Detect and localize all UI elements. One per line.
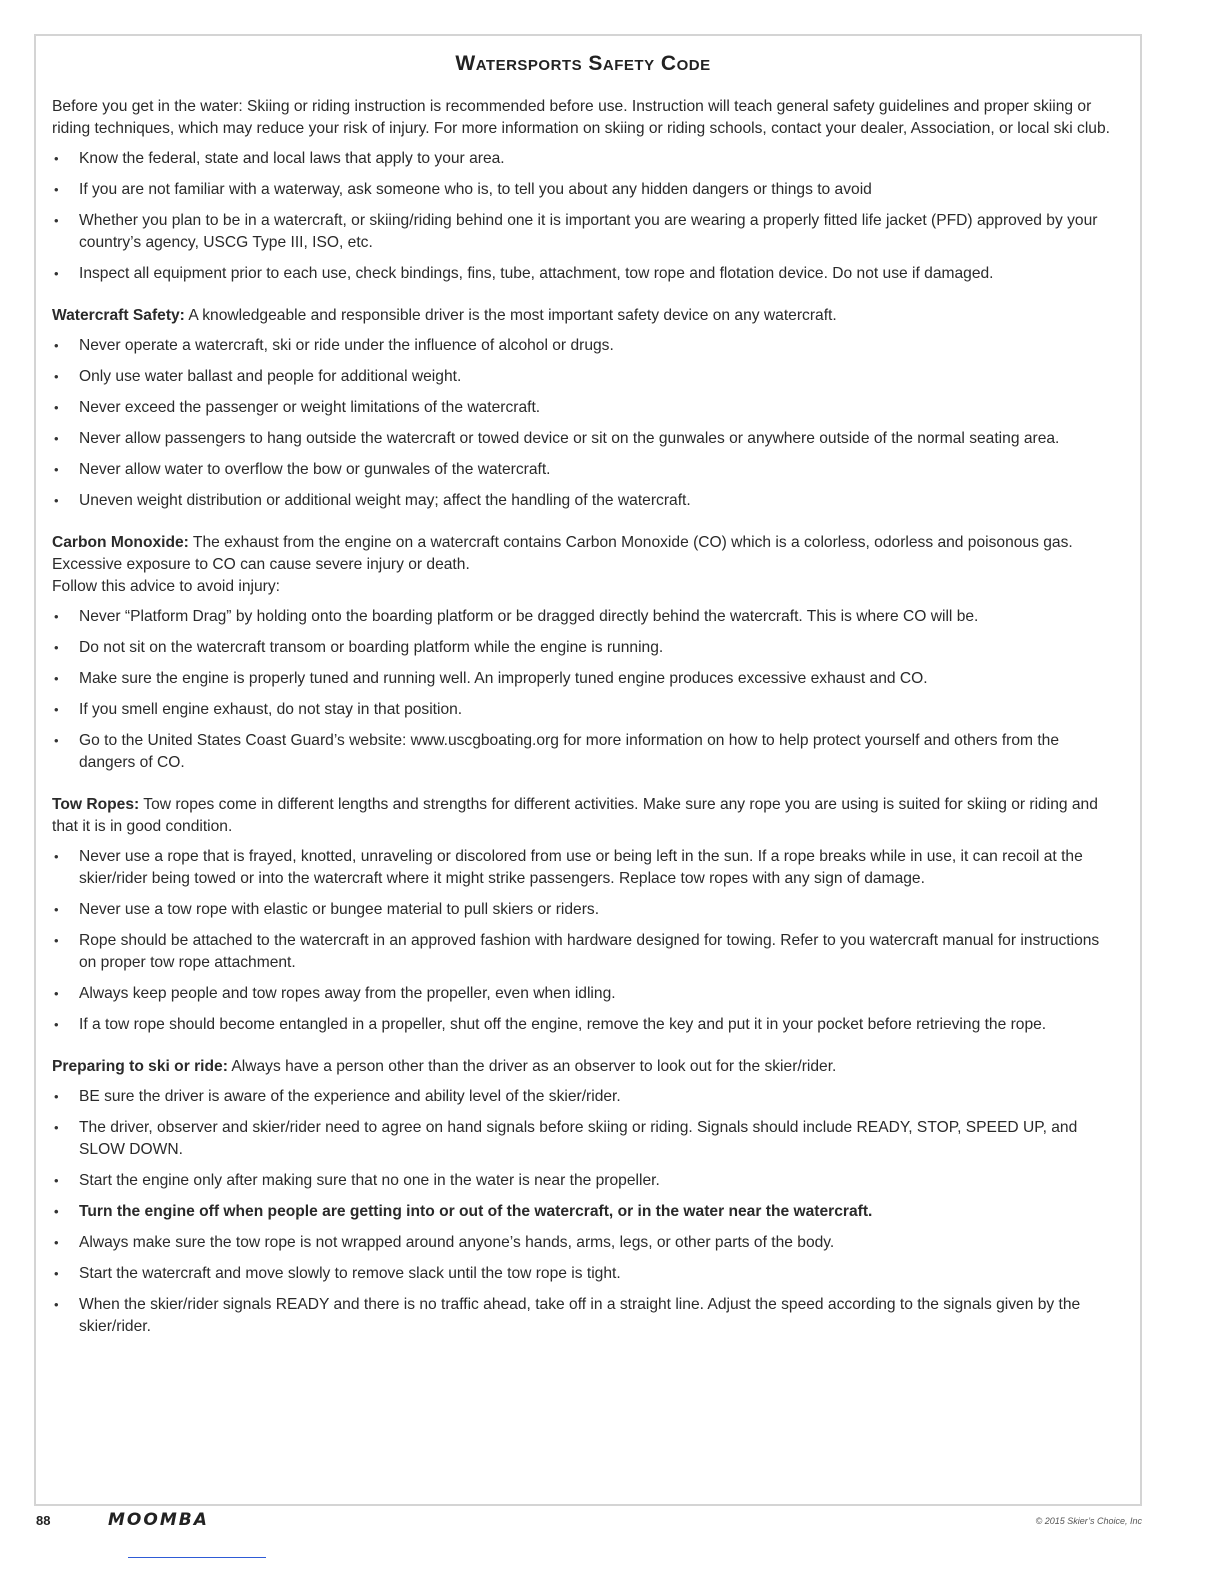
list-item: • Never operate a watercraft, ski or ride under the influence of alcohol or drugs. xyxy=(52,335,1114,357)
list-item: • Make sure the engine is properly tuned and running well. An improperly tuned engine produces excessive exhaust and CO. xyxy=(52,668,1114,690)
carbon-monoxide-list xyxy=(52,606,1114,774)
list-item: • If you are not familiar with a waterway, ask someone who is, to tell you about any hidden dangers or things to avoid xyxy=(52,179,1114,201)
list-item: • Know the federal, state and local laws that apply to your area. xyxy=(52,148,1114,170)
list-item: • Start the engine only after making sure that no one in the water is near the propeller. xyxy=(52,1170,1114,1192)
preparing-paragraph xyxy=(52,1056,1114,1078)
preparing-heading: Preparing to ski or ride: xyxy=(52,1058,228,1075)
page-number: 88 xyxy=(36,1513,51,1528)
copyright-notice: © 2015 Skier’s Choice, Inc xyxy=(1035,1516,1142,1526)
carbon-monoxide-paragraph xyxy=(52,532,1114,576)
list-item: • Only use water ballast and people for additional weight. xyxy=(52,366,1114,388)
preparing-text: Always have a person other than the driver as an observer to look out for the skier/rider. xyxy=(227,1058,837,1075)
list-item: • Inspect all equipment prior to each use, check bindings, fins, tube, attachment, tow rope and flotation device. Do not use if damaged. xyxy=(52,263,1114,285)
list-item: • Start the watercraft and move slowly to remove slack until the tow rope is tight. xyxy=(52,1263,1114,1285)
preparing-list xyxy=(52,1086,1114,1338)
tow-ropes-heading: Tow Ropes: xyxy=(52,796,140,813)
list-item: • Never allow passengers to hang outside the watercraft or towed device or sit on the gunwales or anywhere outside of the normal seating area. xyxy=(52,428,1114,450)
list-item: • Never use a rope that is frayed, knotted, unraveling or discolored from use or being left in the sun. If a rope breaks while in use, it can recoil at the skier/rider being towed or into the watercraft where it might strike passengers. Replace tow ropes with any sign of damage. xyxy=(52,846,1114,890)
watercraft-safety-list xyxy=(52,335,1114,512)
carbon-monoxide-text: The exhaust from the engine on a watercraft contains Carbon Monoxide (CO) which is a colorless, odorless and poisonous gas. Excessive exposure to CO can cause severe injury or death. xyxy=(52,534,1073,573)
decorative-line xyxy=(128,1557,266,1558)
brand-logo: MOOMBA xyxy=(108,1510,209,1530)
intro-paragraph: Before you get in the water: Skiing or riding instruction is recommended before use. Instruction will teach general safety guidelines and proper skiing or riding techniques, which may reduce your risk of injury. For more information on skiing or riding schools, contact your dealer, Association, or local ski club. xyxy=(52,98,1110,137)
list-item: • Never exceed the passenger or weight limitations of the watercraft. xyxy=(52,397,1114,419)
list-item: • Turn the engine off when people are getting into or out of the watercraft, or in the water near the watercraft. xyxy=(52,1201,1114,1223)
carbon-monoxide-heading: Carbon Monoxide: xyxy=(52,534,189,551)
list-item: • Never allow water to overflow the bow or gunwales of the watercraft. xyxy=(52,459,1114,481)
page-title: Watersports Safety Code xyxy=(455,52,711,75)
list-item: • Uneven weight distribution or additional weight may; affect the handling of the watercraft. xyxy=(52,490,1114,512)
tow-ropes-text: Tow ropes come in different lengths and strengths for different activities. Make sure any rope you are using is suited for skiing or riding and that it is in good condition. xyxy=(52,796,1098,835)
list-item: • Never “Platform Drag” by holding onto the boarding platform or be dragged directly behind the watercraft. This is where CO will be. xyxy=(52,606,1114,628)
list-item: • Never use a tow rope with elastic or bungee material to pull skiers or riders. xyxy=(52,899,1114,921)
list-item: • Whether you plan to be in a watercraft, or skiing/riding behind one it is important you are wearing a properly fitted life jacket (PFD) approved by your country’s agency, USCG Type III, ISO, etc. xyxy=(52,210,1114,254)
list-item: • BE sure the driver is aware of the experience and ability level of the skier/rider. xyxy=(52,1086,1114,1108)
page-footer xyxy=(34,1510,1142,1534)
list-item: • When the skier/rider signals READY and there is no traffic ahead, take off in a straight line. Adjust the speed according to the signals given by the skier/rider. xyxy=(52,1294,1114,1338)
tow-ropes-paragraph xyxy=(52,794,1114,838)
document-body xyxy=(52,52,1114,1358)
list-item: • Do not sit on the watercraft transom or boarding platform while the engine is running. xyxy=(52,637,1114,659)
intro-list xyxy=(52,148,1114,285)
list-item: • Always make sure the tow rope is not wrapped around anyone’s hands, arms, legs, or other parts of the body. xyxy=(52,1232,1114,1254)
carbon-monoxide-follow: Follow this advice to avoid injury: xyxy=(52,578,280,595)
tow-ropes-list xyxy=(52,846,1114,1036)
list-item: • Rope should be attached to the watercraft in an approved fashion with hardware designed for towing. Refer to you watercraft manual for instructions on proper tow rope attachment. xyxy=(52,930,1114,974)
list-item: • If a tow rope should become entangled in a propeller, shut off the engine, remove the key and put it in your pocket before retrieving the rope. xyxy=(52,1014,1114,1036)
list-item: • The driver, observer and skier/rider need to agree on hand signals before skiing or riding. Signals should include READY, STOP, SPEED UP, and SLOW DOWN. xyxy=(52,1117,1114,1161)
watercraft-safety-heading: Watercraft Safety: xyxy=(52,307,185,324)
watercraft-safety-text: A knowledgeable and responsible driver is the most important safety device on any watercraft. xyxy=(184,307,837,324)
list-item: • Always keep people and tow ropes away from the propeller, even when idling. xyxy=(52,983,1114,1005)
list-item: • If you smell engine exhaust, do not stay in that position. xyxy=(52,699,1114,721)
list-item: • Go to the United States Coast Guard’s website: www.uscgboating.org for more information on how to help protect yourself and others from the dangers of CO. xyxy=(52,730,1114,774)
watercraft-safety-paragraph xyxy=(52,305,1114,327)
